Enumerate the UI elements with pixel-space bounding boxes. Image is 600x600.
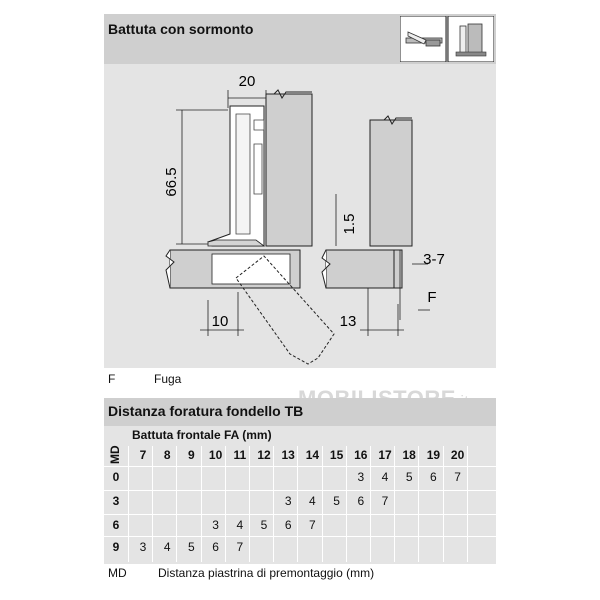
column-divider [418, 446, 419, 562]
legend-key: F [108, 372, 116, 386]
door-left [166, 250, 334, 364]
column-header: 7 [139, 448, 147, 462]
column-divider [273, 446, 274, 562]
table-cell: 6 [357, 494, 365, 508]
hinge-type-icons [400, 16, 494, 62]
table-cell: 4 [236, 518, 244, 532]
table-cell: 3 [357, 470, 365, 484]
column-header: 11 [233, 448, 247, 462]
table-cell: 4 [163, 540, 171, 554]
table-cell: 3 [139, 540, 147, 554]
dim-bottom-left-label: 10 [211, 313, 229, 330]
section-title: Distanza foratura fondello TB [108, 403, 304, 419]
dim-width-label: 20 [238, 73, 256, 90]
legend-value: Fuga [154, 372, 182, 386]
table-cell: 6 [430, 470, 437, 484]
section-header-table [104, 398, 496, 426]
column-header: 13 [281, 448, 295, 462]
column-header: 15 [329, 448, 344, 462]
dim-gap-label: 3-7 [423, 251, 445, 268]
row-divider [104, 490, 496, 491]
row-divider [104, 536, 496, 537]
column-header: 14 [305, 448, 320, 462]
column-divider [128, 446, 129, 562]
column-divider [467, 446, 468, 562]
drilling-distance-table [104, 426, 496, 564]
table-cell: 3 [284, 494, 292, 508]
column-header: 16 [354, 448, 368, 462]
technical-drawing [104, 64, 496, 368]
legend-value: Distanza piastrina di premontaggio (mm) [158, 566, 375, 580]
cabinet-side-right [370, 116, 412, 246]
row-header-md: 3 [112, 494, 120, 508]
legend-key: MD [108, 566, 127, 580]
hinge-overlay-icon [456, 24, 486, 56]
column-header: 8 [163, 448, 171, 462]
column-header: 9 [188, 448, 195, 462]
row-header-md: 9 [112, 540, 120, 554]
column-header: 17 [378, 448, 392, 462]
column-header: 20 [450, 448, 465, 462]
table-cell: 6 [284, 518, 292, 532]
column-header: 18 [402, 448, 416, 462]
dim-bottom-right-label: 13 [339, 313, 357, 330]
row-divider [104, 466, 496, 467]
row-header-md: 0 [112, 470, 120, 484]
table-cell: 4 [309, 494, 316, 508]
row-header-md: 6 [112, 518, 120, 532]
table-cell: 7 [236, 540, 244, 554]
dim-height-label: 66.5 [163, 167, 180, 197]
table-cell: 5 [188, 540, 195, 554]
door-right [322, 250, 402, 288]
row-axis-label: MD [108, 445, 122, 464]
dim-overlay-label: 1.5 [341, 213, 358, 235]
dim-f-label: F [427, 289, 437, 306]
table-cell: 5 [260, 518, 268, 532]
column-header: 19 [426, 448, 441, 462]
table-cell: 7 [309, 518, 316, 532]
section-title: Battuta con sormonto [108, 21, 254, 37]
table-cell: 3 [212, 518, 219, 532]
hinge-arm [208, 106, 264, 246]
table-cell: 5 [405, 470, 413, 484]
table-cell: 4 [381, 470, 389, 484]
column-header: 10 [208, 448, 223, 462]
table-cell: 6 [212, 540, 219, 554]
md-axis-label-wrap [108, 442, 124, 464]
row-divider [104, 514, 496, 515]
column-axis-label: Battuta frontale FA (mm) [132, 428, 272, 442]
table-cell: 7 [381, 494, 389, 508]
table-cell: 5 [333, 494, 340, 508]
table-cell: 7 [454, 470, 461, 484]
cabinet-side-left [266, 90, 312, 246]
column-header: 12 [257, 448, 271, 462]
column-divider [443, 446, 444, 562]
